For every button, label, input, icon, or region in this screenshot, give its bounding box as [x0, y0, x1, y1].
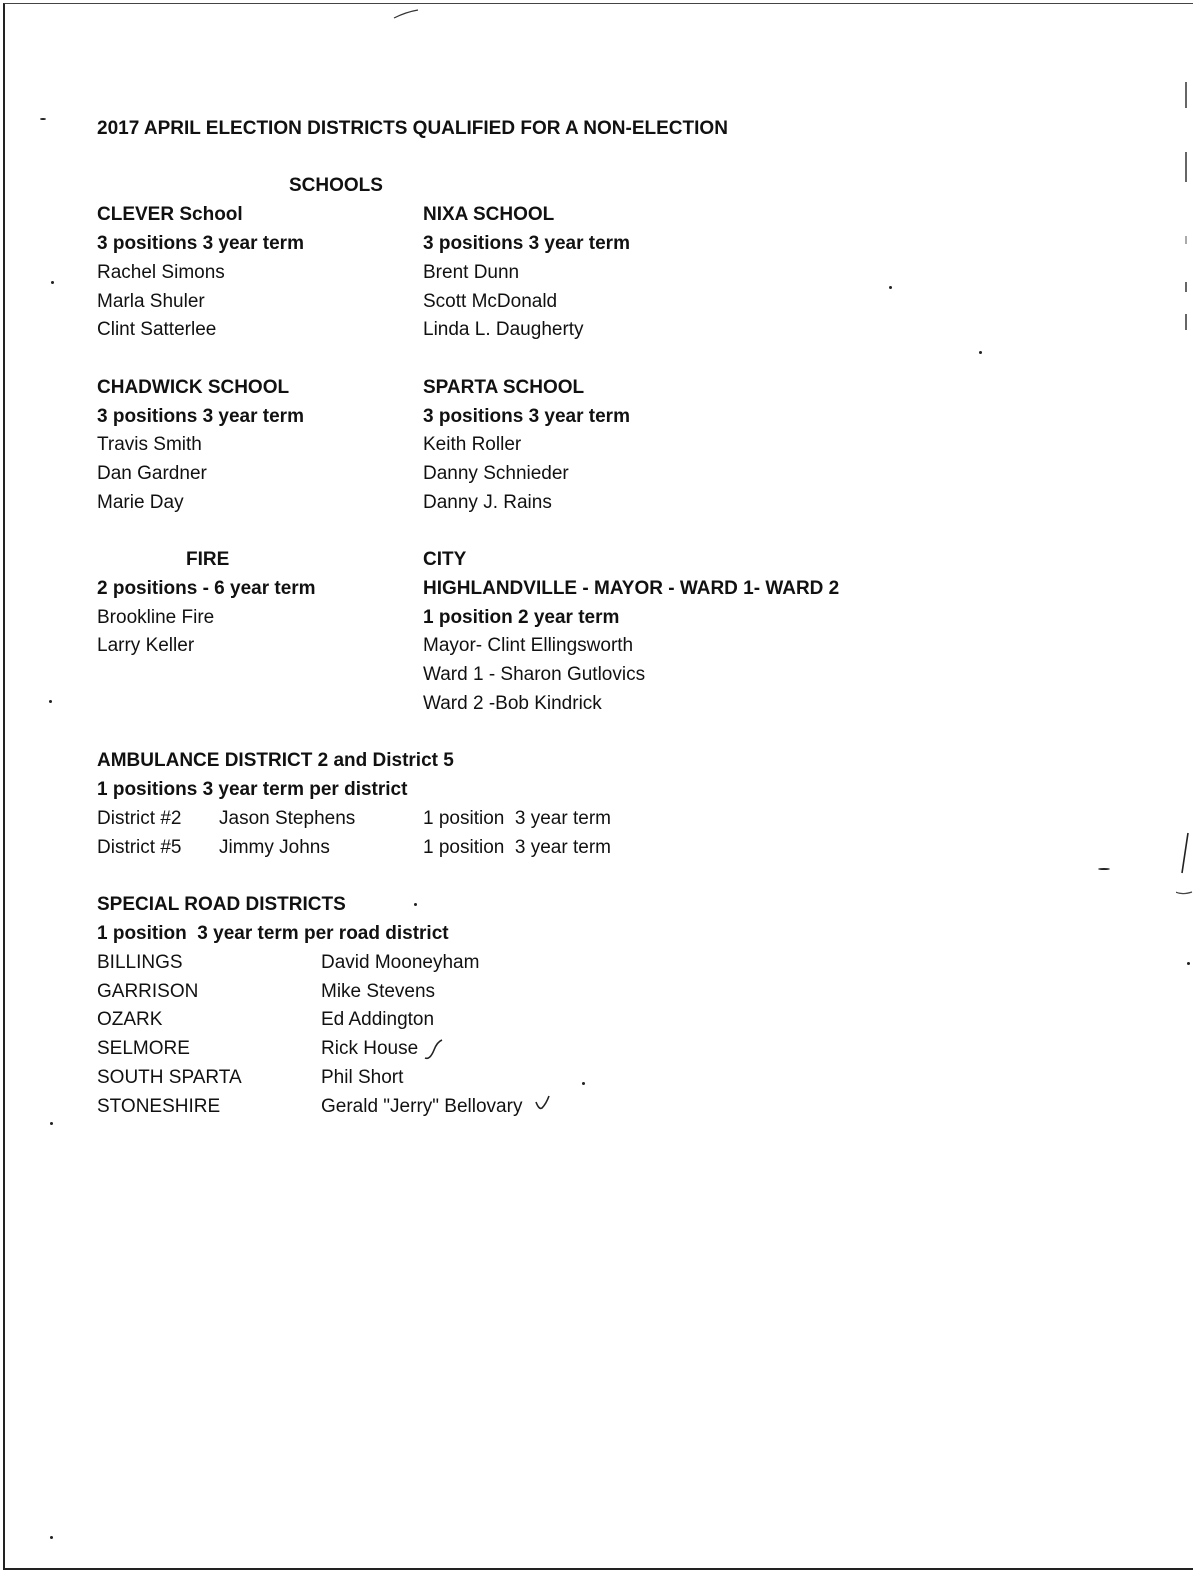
scan-speck — [51, 281, 54, 284]
ambulance-member: Jason Stephens — [219, 808, 356, 829]
road-member: David Mooneyham — [321, 952, 480, 973]
scan-speck — [40, 118, 46, 120]
city-heading: CITY — [423, 549, 467, 570]
road-district: BILLINGS — [97, 952, 183, 973]
road-member: Phil Short — [321, 1067, 404, 1088]
sparta-school-term: 3 positions 3 year term — [423, 406, 630, 427]
scan-edge-marks — [1176, 78, 1196, 1078]
road-district: OZARK — [97, 1009, 163, 1030]
road-district: GARRISON — [97, 981, 199, 1002]
check-mark-icon — [422, 1038, 446, 1062]
city-term: 1 position 2 year term — [423, 607, 620, 628]
road-member: Rick House — [321, 1038, 419, 1059]
ambulance-term: 1 positions 3 year term per district — [97, 779, 408, 800]
scan-speck — [582, 1082, 585, 1085]
road-term: 1 position 3 year term per road district — [97, 923, 449, 944]
scan-speck — [414, 903, 417, 906]
nixa-member: Brent Dunn — [423, 262, 520, 283]
scan-speck — [979, 351, 982, 354]
nixa-school-name: NIXA SCHOOL — [423, 204, 555, 225]
sparta-school-name: SPARTA SCHOOL — [423, 377, 585, 398]
nixa-school-term: 3 positions 3 year term — [423, 233, 630, 254]
scan-speck — [1187, 962, 1190, 965]
chadwick-member: Dan Gardner — [97, 463, 207, 484]
clever-school-name: CLEVER School — [97, 204, 243, 225]
chadwick-member: Marie Day — [97, 492, 184, 513]
fire-term: 2 positions - 6 year term — [97, 578, 316, 599]
scan-speck — [49, 700, 52, 703]
check-mark-icon — [533, 1094, 553, 1114]
chadwick-school-term: 3 positions 3 year term — [97, 406, 304, 427]
city-name: HIGHLANDVILLE - MAYOR - WARD 1- WARD 2 — [423, 578, 840, 599]
road-district: SELMORE — [97, 1038, 190, 1059]
road-member: Gerald "Jerry" Bellovary — [321, 1096, 523, 1117]
city-line: Mayor- Clint Ellingsworth — [423, 635, 634, 656]
city-line: Ward 1 - Sharon Gutlovics — [423, 664, 646, 685]
schools-heading: SCHOOLS — [289, 175, 383, 196]
chadwick-member: Travis Smith — [97, 434, 202, 455]
clever-member: Rachel Simons — [97, 262, 225, 283]
scan-speck — [1098, 868, 1110, 870]
scan-speck — [889, 286, 892, 289]
sparta-member: Danny Schnieder — [423, 463, 569, 484]
road-member: Mike Stevens — [321, 981, 436, 1002]
scan-speck — [50, 1536, 53, 1539]
clever-member: Marla Shuler — [97, 291, 205, 312]
clever-school-term: 3 positions 3 year term — [97, 233, 304, 254]
road-heading: SPECIAL ROAD DISTRICTS — [97, 894, 346, 915]
ambulance-position: 1 position 3 year term — [423, 808, 611, 829]
ambulance-member: Jimmy Johns — [219, 837, 330, 858]
road-district: SOUTH SPARTA — [97, 1067, 242, 1088]
scan-speck — [50, 1122, 53, 1125]
city-line: Ward 2 -Bob Kindrick — [423, 693, 602, 714]
clever-member: Clint Satterlee — [97, 319, 217, 340]
ambulance-district: District #5 — [97, 837, 182, 858]
road-member: Ed Addington — [321, 1009, 435, 1030]
fire-line: Brookline Fire — [97, 607, 215, 628]
ambulance-position: 1 position 3 year term — [423, 837, 611, 858]
ambulance-district: District #2 — [97, 808, 182, 829]
road-district: STONESHIRE — [97, 1096, 221, 1117]
document-title: 2017 APRIL ELECTION DISTRICTS QUALIFIED FOR A NON-ELECTION — [97, 118, 728, 139]
nixa-member: Scott McDonald — [423, 291, 558, 312]
nixa-member: Linda L. Daugherty — [423, 319, 584, 340]
chadwick-school-name: CHADWICK SCHOOL — [97, 377, 290, 398]
scan-smudge — [392, 8, 420, 20]
ambulance-heading: AMBULANCE DISTRICT 2 and District 5 — [97, 750, 454, 771]
fire-line: Larry Keller — [97, 635, 195, 656]
fire-heading: FIRE — [186, 549, 230, 570]
sparta-member: Danny J. Rains — [423, 492, 552, 513]
sparta-member: Keith Roller — [423, 434, 522, 455]
